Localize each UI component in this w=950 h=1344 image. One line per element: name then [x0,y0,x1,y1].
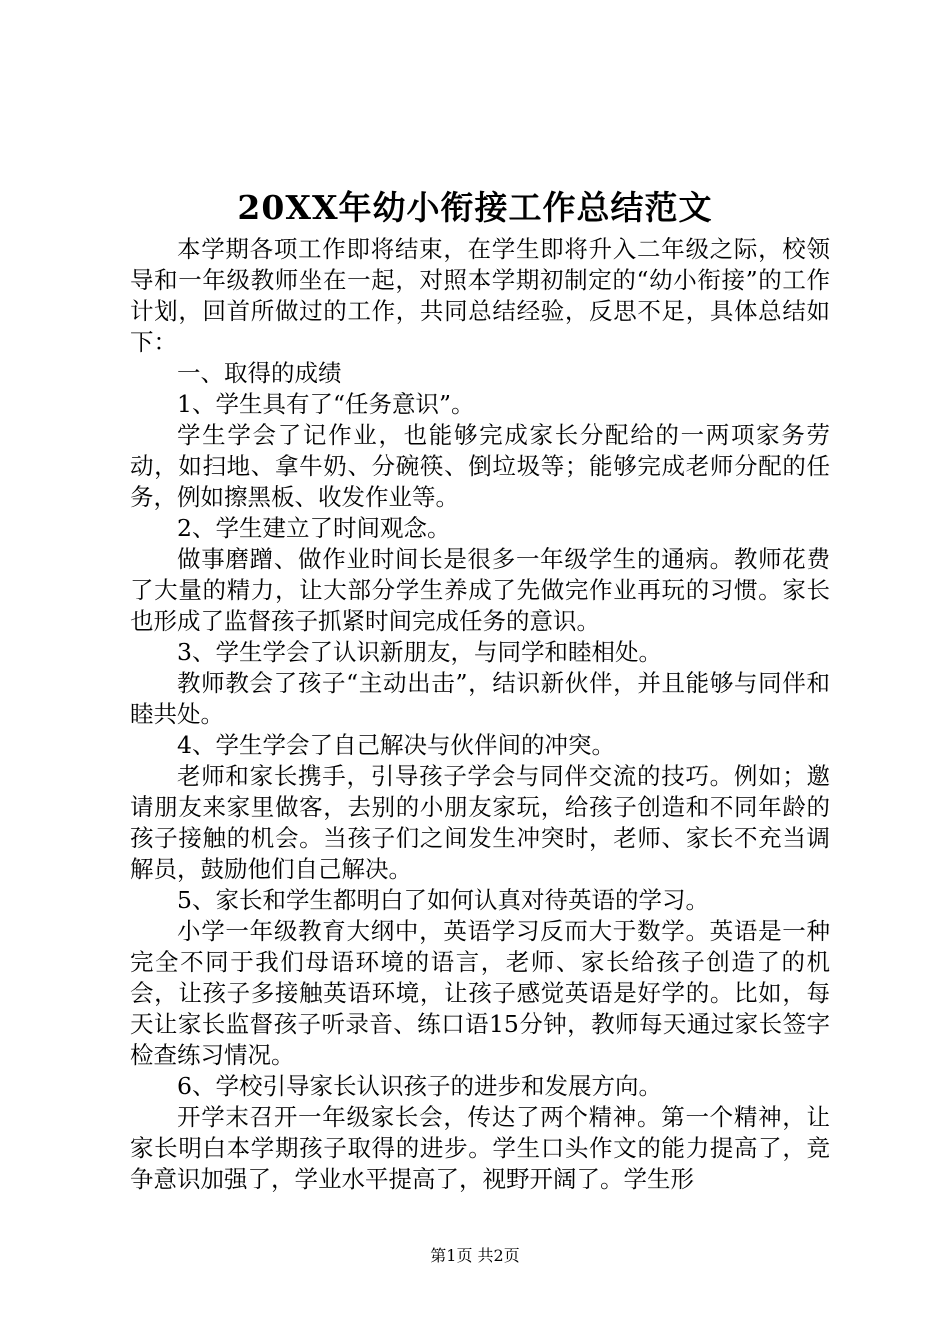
item-heading-6: 6、学校引导家长认识孩子的进步和发展方向。 [177,1072,662,1100]
item-heading-4: 4、学生学会了自己解决与伙伴间的冲突。 [177,731,615,759]
item-body-4: 老师和家长携手，引导孩子学会与同伴交流的技巧。例如；邀请朋友来家里做客，去别的小朋友家玩，给孩子创造和不同年龄的孩子接触的机会。当孩子们之间发生冲突时，老师、家长不充当调解员，鼓励他们自己解决。 [130,762,830,883]
item-body-1: 学生学会了记作业，也能够完成家长分配给的一两项家务劳动，如扫地、拿牛奶、分碗筷、倒垃圾等；能够完成老师分配的任务，例如擦黑板、收发作业等。 [130,421,830,511]
item-body-6: 开学末召开一年级家长会，传达了两个精神。第一个精神，让家长明白本学期孩子取得的进步。学生口头作文的能力提高了，竞争意识加强了，学业水平提高了，视野开阔了。学生形 [130,1103,830,1193]
item-heading-2: 2、学生建立了时间观念。 [177,514,451,542]
item-heading-1: 1、学生具有了“任务意识”。 [177,390,475,418]
section-heading-achievements: 一、取得的成绩 [177,359,342,387]
item-body-5: 小学一年级教育大纲中，英语学习反而大于数学。英语是一种完全不同于我们母语环境的语言，老师、家长给孩子创造了的机会，让孩子多接触英语环境，让孩子感觉英语是好学的。比如，每天让家长监督孩子听录音、练口语15分钟，教师每天通过家长签字检查练习情况。 [130,917,830,1069]
item-body-2: 做事磨蹭、做作业时间长是很多一年级学生的通病。教师花费了大量的精力，让大部分学生养成了先做完作业再玩的习惯。家长也形成了监督孩子抓紧时间完成任务的意识。 [130,545,830,635]
document-title: 20XX年幼小衔接工作总结范文 [237,188,713,227]
page-footer: 第1页 共2页 [430,1246,520,1265]
paragraph-intro: 本学期各项工作即将结束，在学生即将升入二年级之际，校领导和一年级教师坐在一起，对照本学期初制定的“幼小衔接”的工作计划，回首所做过的工作，共同总结经验，反思不足，具体总结如下： [130,235,830,356]
document-body [130,234,830,1195]
item-body-3: 教师教会了孩子“主动出击”，结识新伙伴，并且能够与同伴和睦共处。 [130,669,830,728]
item-heading-5: 5、家长和学生都明白了如何认真对待英语的学习。 [177,886,709,914]
item-heading-3: 3、学生学会了认识新朋友，与同学和睦相处。 [177,638,662,666]
